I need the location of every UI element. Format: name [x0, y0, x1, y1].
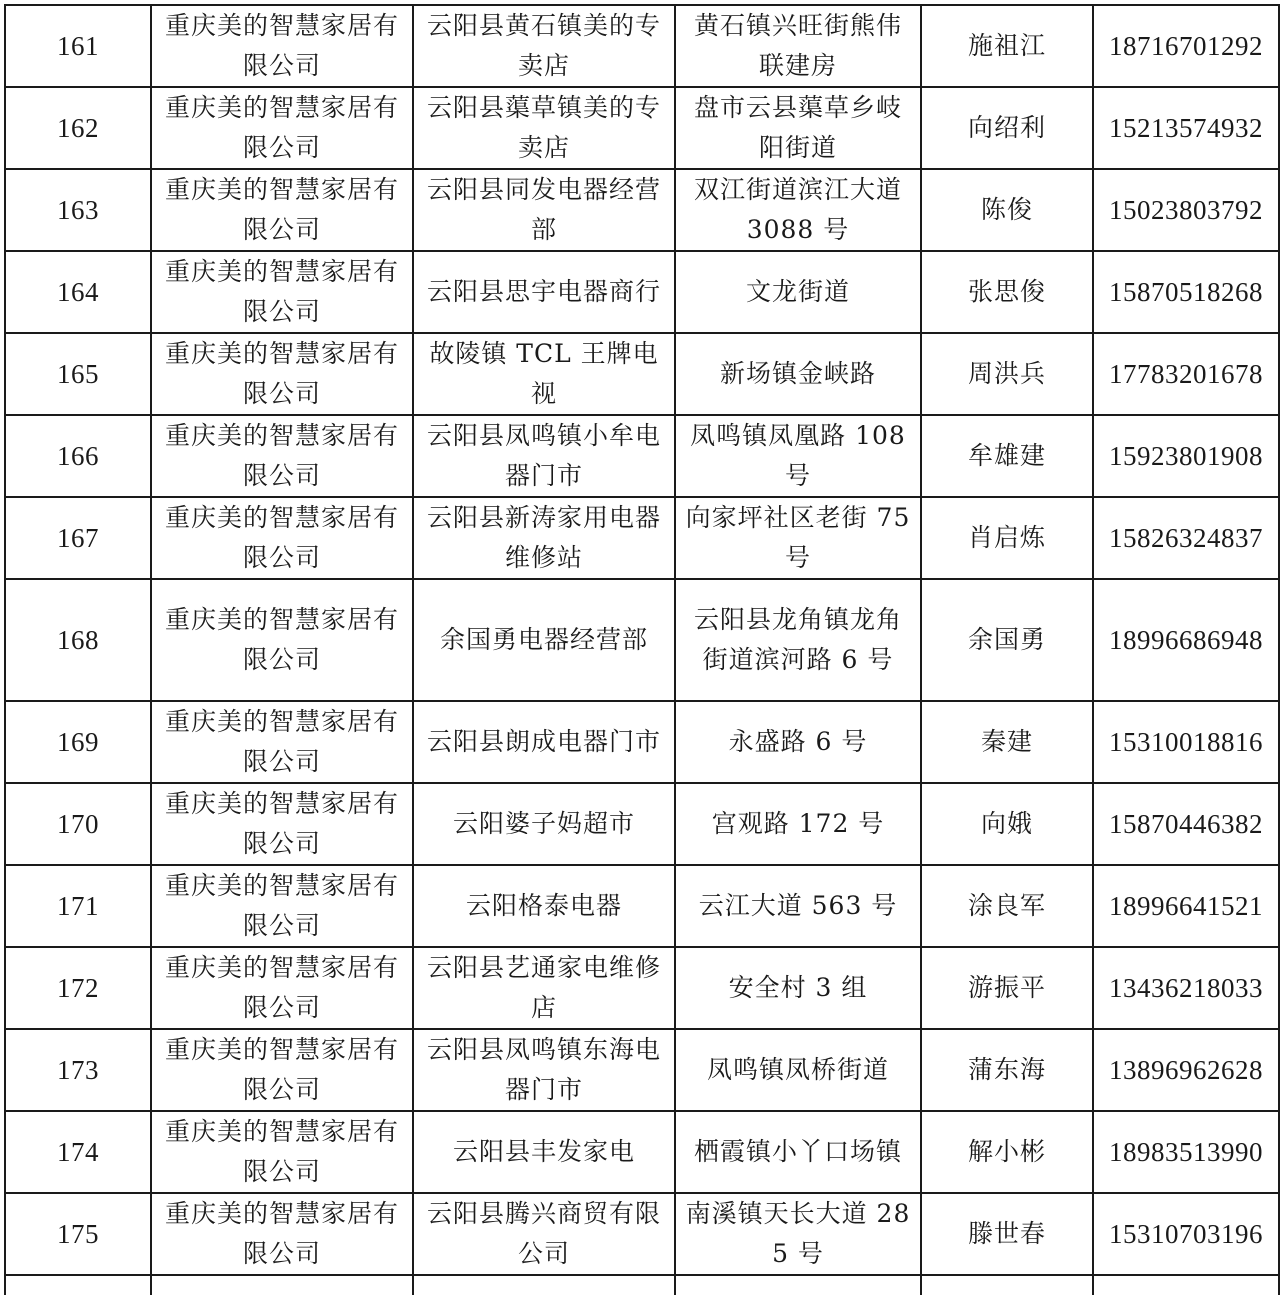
- contact-person-cell: 陈俊: [921, 169, 1093, 251]
- address-cell: 向家坪社区老街 75 号: [675, 497, 921, 579]
- contact-person-cell: 施祖江: [921, 5, 1093, 87]
- row-number-cell: 172: [5, 947, 151, 1029]
- table-cell-empty: [5, 1275, 151, 1295]
- company-cell: 重庆美的智慧家居有限公司: [151, 701, 413, 783]
- table-row: [5, 1111, 1279, 1193]
- table-row: [5, 579, 1279, 701]
- table-row: [5, 333, 1279, 415]
- contact-person-cell: 向绍利: [921, 87, 1093, 169]
- address-cell: 云江大道 563 号: [675, 865, 921, 947]
- company-cell: 重庆美的智慧家居有限公司: [151, 497, 413, 579]
- table-cell-empty: [921, 1275, 1093, 1295]
- store-name-cell: 云阳县同发电器经营部: [413, 169, 675, 251]
- table-row: [5, 415, 1279, 497]
- table-row: [5, 783, 1279, 865]
- store-name-cell: 云阳县艺通家电维修店: [413, 947, 675, 1029]
- table-row: [5, 5, 1279, 87]
- table-cell-empty: [151, 1275, 413, 1295]
- contact-person-cell: 蒲东海: [921, 1029, 1093, 1111]
- contact-person-cell: 张思俊: [921, 251, 1093, 333]
- store-name-cell: 云阳县蕖草镇美的专卖店: [413, 87, 675, 169]
- address-cell: 文龙街道: [675, 251, 921, 333]
- address-cell: 盘市云县蕖草乡岐阳街道: [675, 87, 921, 169]
- table-row: [5, 87, 1279, 169]
- phone-number-cell: 13436218033: [1093, 947, 1279, 1029]
- table-row-partial: [5, 1275, 1279, 1295]
- company-cell: 重庆美的智慧家居有限公司: [151, 415, 413, 497]
- company-cell: 重庆美的智慧家居有限公司: [151, 783, 413, 865]
- table-row: [5, 701, 1279, 783]
- address-cell: 双江街道滨江大道 3088 号: [675, 169, 921, 251]
- store-name-cell: 云阳格泰电器: [413, 865, 675, 947]
- company-cell: 重庆美的智慧家居有限公司: [151, 947, 413, 1029]
- contact-person-cell: 余国勇: [921, 579, 1093, 701]
- row-number-cell: 173: [5, 1029, 151, 1111]
- store-name-cell: 云阳婆子妈超市: [413, 783, 675, 865]
- table-row: [5, 865, 1279, 947]
- row-number-cell: 168: [5, 579, 151, 701]
- phone-number-cell: 15870518268: [1093, 251, 1279, 333]
- contact-person-cell: 牟雄建: [921, 415, 1093, 497]
- store-name-cell: 云阳县腾兴商贸有限公司: [413, 1193, 675, 1275]
- address-cell: 永盛路 6 号: [675, 701, 921, 783]
- row-number-cell: 162: [5, 87, 151, 169]
- address-cell: 凤鸣镇凤凰路 108 号: [675, 415, 921, 497]
- company-cell: 重庆美的智慧家居有限公司: [151, 5, 413, 87]
- store-name-cell: 云阳县凤鸣镇小牟电器门市: [413, 415, 675, 497]
- contact-person-cell: 周洪兵: [921, 333, 1093, 415]
- table-row: [5, 251, 1279, 333]
- phone-number-cell: 18983513990: [1093, 1111, 1279, 1193]
- company-cell: 重庆美的智慧家居有限公司: [151, 251, 413, 333]
- address-cell: 黄石镇兴旺街熊伟联建房: [675, 5, 921, 87]
- row-number-cell: 161: [5, 5, 151, 87]
- contact-person-cell: 滕世春: [921, 1193, 1093, 1275]
- phone-number-cell: 15310703196: [1093, 1193, 1279, 1275]
- table-cell-empty: [675, 1275, 921, 1295]
- table-row: [5, 497, 1279, 579]
- phone-number-cell: 17783201678: [1093, 333, 1279, 415]
- phone-number-cell: 15826324837: [1093, 497, 1279, 579]
- store-name-cell: 云阳县丰发家电: [413, 1111, 675, 1193]
- company-cell: 重庆美的智慧家居有限公司: [151, 169, 413, 251]
- store-name-cell: 余国勇电器经营部: [413, 579, 675, 701]
- address-cell: 云阳县龙角镇龙角街道滨河路 6 号: [675, 579, 921, 701]
- company-cell: 重庆美的智慧家居有限公司: [151, 1193, 413, 1275]
- address-cell: 安全村 3 组: [675, 947, 921, 1029]
- store-name-cell: 云阳县思宇电器商行: [413, 251, 675, 333]
- company-cell: 重庆美的智慧家居有限公司: [151, 865, 413, 947]
- row-number-cell: 171: [5, 865, 151, 947]
- company-cell: 重庆美的智慧家居有限公司: [151, 1111, 413, 1193]
- row-number-cell: 164: [5, 251, 151, 333]
- phone-number-cell: 15923801908: [1093, 415, 1279, 497]
- store-list-table: [4, 4, 1280, 1295]
- table-row: [5, 169, 1279, 251]
- contact-person-cell: 向娥: [921, 783, 1093, 865]
- contact-person-cell: 肖启炼: [921, 497, 1093, 579]
- phone-number-cell: 15310018816: [1093, 701, 1279, 783]
- company-cell: 重庆美的智慧家居有限公司: [151, 1029, 413, 1111]
- row-number-cell: 165: [5, 333, 151, 415]
- phone-number-cell: 13896962628: [1093, 1029, 1279, 1111]
- table-cell-empty: [1093, 1275, 1279, 1295]
- row-number-cell: 169: [5, 701, 151, 783]
- company-cell: 重庆美的智慧家居有限公司: [151, 87, 413, 169]
- company-cell: 重庆美的智慧家居有限公司: [151, 579, 413, 701]
- phone-number-cell: 15870446382: [1093, 783, 1279, 865]
- phone-number-cell: 18716701292: [1093, 5, 1279, 87]
- row-number-cell: 167: [5, 497, 151, 579]
- table-row: [5, 1193, 1279, 1275]
- row-number-cell: 166: [5, 415, 151, 497]
- phone-number-cell: 18996686948: [1093, 579, 1279, 701]
- phone-number-cell: 15213574932: [1093, 87, 1279, 169]
- table-row: [5, 947, 1279, 1029]
- address-cell: 新场镇金峡路: [675, 333, 921, 415]
- address-cell: 栖霞镇小丫口场镇: [675, 1111, 921, 1193]
- store-name-cell: 云阳县新涛家用电器维修站: [413, 497, 675, 579]
- address-cell: 凤鸣镇凤桥街道: [675, 1029, 921, 1111]
- table-row: [5, 1029, 1279, 1111]
- store-name-cell: 云阳县黄石镇美的专卖店: [413, 5, 675, 87]
- contact-person-cell: 涂良军: [921, 865, 1093, 947]
- store-name-cell: 云阳县朗成电器门市: [413, 701, 675, 783]
- address-cell: 南溪镇天长大道 285 号: [675, 1193, 921, 1275]
- row-number-cell: 163: [5, 169, 151, 251]
- contact-person-cell: 秦建: [921, 701, 1093, 783]
- table-body: [5, 5, 1279, 1295]
- store-name-cell: 云阳县凤鸣镇东海电器门市: [413, 1029, 675, 1111]
- row-number-cell: 170: [5, 783, 151, 865]
- contact-person-cell: 解小彬: [921, 1111, 1093, 1193]
- phone-number-cell: 18996641521: [1093, 865, 1279, 947]
- row-number-cell: 174: [5, 1111, 151, 1193]
- contact-person-cell: 游振平: [921, 947, 1093, 1029]
- phone-number-cell: 15023803792: [1093, 169, 1279, 251]
- row-number-cell: 175: [5, 1193, 151, 1275]
- address-cell: 宫观路 172 号: [675, 783, 921, 865]
- company-cell: 重庆美的智慧家居有限公司: [151, 333, 413, 415]
- table-cell-empty: [413, 1275, 675, 1295]
- store-name-cell: 故陵镇 TCL 王牌电视: [413, 333, 675, 415]
